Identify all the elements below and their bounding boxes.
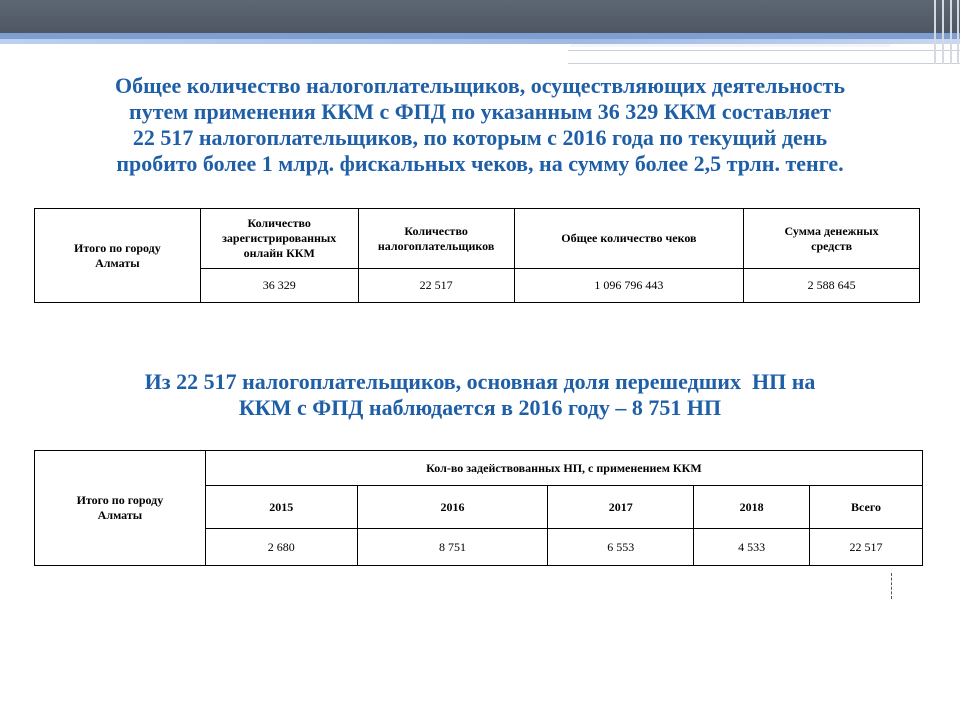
header-taxpayers-count: Количество налогоплательщиков <box>358 209 514 269</box>
year-value: 6 553 <box>548 529 694 566</box>
yearly-breakdown-table <box>34 450 923 566</box>
group-header: Кол-во задействованных НП, с применением ККМ <box>205 451 922 486</box>
header-accent-line <box>568 63 960 64</box>
year-value: 8 751 <box>357 529 548 566</box>
year-value: 4 533 <box>694 529 810 566</box>
header-registered-kkm: Количество зарегистрированных онлайн ККМ <box>200 209 358 269</box>
header-vertical-lines <box>928 0 960 64</box>
header-accent-line <box>568 50 960 51</box>
heading-line: пробито более 1 млрд. фискальных чеков, на сумму более 2,5 трлн. тенге. <box>116 151 844 176</box>
year-header: 2018 <box>694 486 810 529</box>
year-header: 2017 <box>548 486 694 529</box>
year-header: 2015 <box>205 486 357 529</box>
slide-heading-breakdown <box>0 369 960 421</box>
header-accent-strip <box>570 44 890 47</box>
heading-line: ККМ с ФПД наблюдается в 2016 году – 8 751 НП <box>238 395 722 420</box>
value-total-amount: 2 588 645 <box>744 269 920 303</box>
row-label-cell: Итого по городу Алматы <box>35 451 206 566</box>
total-value: 22 517 <box>810 529 923 566</box>
dashed-marker <box>891 573 892 599</box>
value-taxpayers-count: 22 517 <box>358 269 514 303</box>
slide-heading-summary <box>0 73 960 177</box>
row-label-cell: Итого по городу Алматы <box>35 209 201 303</box>
year-value: 2 680 <box>205 529 357 566</box>
summary-table <box>34 208 920 303</box>
header-total-receipts: Общее количество чеков <box>514 209 744 269</box>
heading-line: путем применения ККМ с ФПД по указанным 36 329 ККМ составляет <box>129 99 831 124</box>
value-total-receipts: 1 096 796 443 <box>514 269 744 303</box>
heading-line: Из 22 517 налогоплательщиков, основная доля перешедших НП на <box>144 369 816 394</box>
value-registered-kkm: 36 329 <box>200 269 358 303</box>
heading-line: Общее количество налогоплательщиков, осуществляющих деятельность <box>115 73 845 98</box>
header-band-dark <box>0 0 960 33</box>
year-header: 2016 <box>357 486 548 529</box>
heading-line: 22 517 налогоплательщиков, по которым с 2016 года по текущий день <box>132 125 828 150</box>
total-header: Всего <box>810 486 923 529</box>
header-total-amount: Сумма денежных средств <box>744 209 920 269</box>
